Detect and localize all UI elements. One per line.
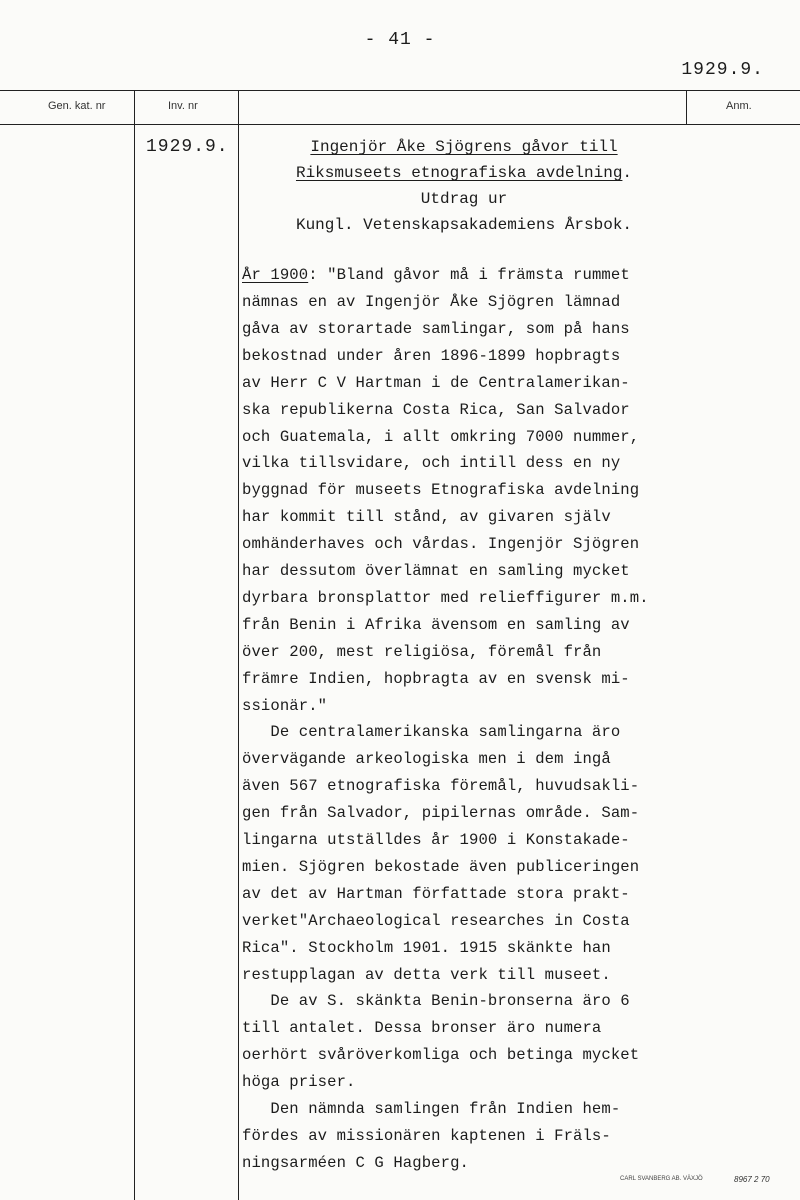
body-line: gen från Salvador, pipilernas område. Sam-	[242, 804, 640, 823]
entry-inventory-number: 1929.9.	[146, 137, 229, 157]
body-line: främre Indien, hopbragta av en svensk mi-	[242, 669, 630, 688]
body-line: byggnad för museets Etnografiska avdelning	[242, 481, 640, 500]
body-line: ningsarméen C G Hagberg.	[242, 1153, 469, 1172]
body-line: av det av Hartman författade stora prakt-	[242, 884, 630, 903]
body-line: lingarna utställdes år 1900 i Konstakade-	[242, 831, 630, 849]
body-line: mien. Sjögren bekostade även publiceringen	[242, 857, 640, 876]
body-line-first: År 1900: "Bland gåvor må i främsta rummet	[242, 266, 630, 284]
body-line: oerhört svåröverkomliga och betinga mycket	[242, 1046, 640, 1065]
body-line: från Benin i Afrika ävensom en samling av	[242, 615, 630, 634]
header-bottom-rule	[0, 124, 800, 125]
body-line: verket"Archaeological researches in Costa	[242, 911, 630, 930]
body-line: restupplagan av detta verk till museet.	[242, 965, 611, 984]
body-line: har kommit till stånd, av givaren själv	[242, 508, 611, 527]
body-line: även 567 etnografiska föremål, huvudsakli-	[242, 777, 640, 796]
title-line-2: Riksmuseets etnografiska avdelning.	[295, 164, 633, 182]
page-number: - 41 -	[364, 30, 436, 50]
year-label: År 1900	[242, 266, 309, 284]
column-divider-2	[238, 90, 239, 1200]
printer-mark: CARL SVANBERG AB. VÄXJÖ	[620, 1176, 703, 1182]
body-line: vilka tillsvidare, och intill dess en ny	[242, 454, 621, 473]
column-header-anm: Anm.	[726, 100, 752, 112]
body-line: Den nämnda samlingen från Indien hem-	[242, 1100, 621, 1118]
title-line-1: Ingenjör Åke Sjögrens gåvor till	[310, 138, 618, 156]
body-line: till antalet. Dessa bronser äro numera	[242, 1019, 602, 1038]
body-line: höga priser.	[242, 1073, 356, 1092]
body-line: Rica". Stockholm 1901. 1915 skänkte han	[242, 938, 611, 957]
title-block	[240, 138, 688, 238]
body-line: och Guatemala, i allt omkring 7000 nummer,	[242, 427, 640, 446]
body-line: dyrbara bronsplattor med relieffigurer m.m.	[242, 588, 649, 607]
body-line: gåva av storartade samlingar, som på hans	[242, 319, 630, 338]
body-line: ska republikerna Costa Rica, San Salvador	[242, 400, 630, 419]
top-inventory-number: 1929.9.	[681, 60, 764, 80]
column-header-gen-kat: Gen. kat. nr	[48, 100, 106, 112]
header-top-rule	[0, 90, 800, 91]
body-line: omhänderhaves och vårdas. Ingenjör Sjögren	[242, 535, 640, 554]
body-line: har dessutom överlämnat en samling mycket	[242, 562, 630, 580]
form-code: 8967 2 70	[734, 1175, 770, 1184]
title-line-3: Utdrag ur	[420, 190, 508, 208]
body-line: De centralamerikanska samlingarna äro	[242, 723, 621, 742]
body-line: nämnas en av Ingenjör Åke Sjögren lämnad	[242, 293, 621, 311]
body-line: bekostnad under åren 1896-1899 hopbragts	[242, 346, 621, 365]
title-line-4: Kungl. Vetenskapsakademiens Årsbok.	[295, 216, 633, 234]
column-divider-3	[686, 90, 687, 124]
body-line: ssionär."	[242, 696, 328, 715]
column-divider-1	[134, 90, 135, 1200]
body-line: över 200, mest religiösa, föremål från	[242, 642, 602, 661]
body-line: De av S. skänkta Benin-bronserna äro 6	[242, 992, 630, 1011]
body-line: av Herr C V Hartman i de Centralamerikan-	[242, 373, 630, 392]
column-header-inv: Inv. nr	[168, 100, 198, 112]
body-line: övervägande arkeologiska men i dem ingå	[242, 750, 611, 769]
body-line: fördes av missionären kaptenen i Fräls-	[242, 1126, 611, 1145]
